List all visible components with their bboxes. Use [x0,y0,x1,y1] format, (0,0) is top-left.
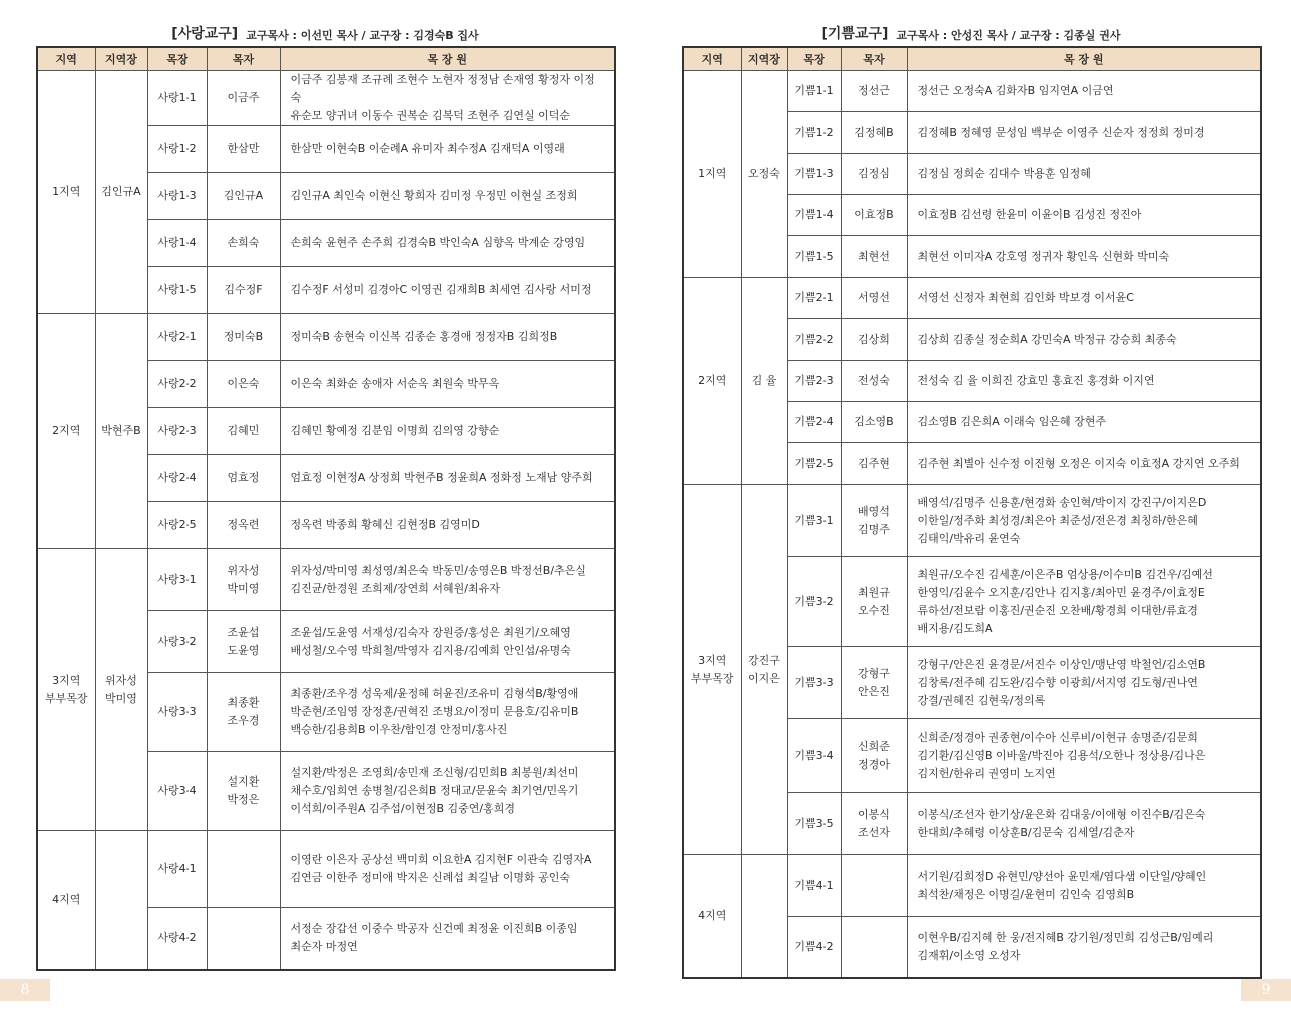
shepherd-cell: 정옥련 [207,502,280,549]
members-cell: 이금주 김봉재 조규례 조현수 노현자 정정남 손재영 황정자 이정숙 유순모 양귀녀 이동수 권복순 김복덕 조현주 김연실 이덕순 [280,71,615,126]
region-cell: 4지역 [37,831,95,970]
members-cell: 김주현 최별아 신수정 이진형 오정은 이지숙 이효정A 강지연 오주희 [907,443,1261,485]
region-leader-cell: 위자성 박미영 [95,549,147,831]
members-cell: 이영란 이은자 공상선 백미희 이요한A 김지현F 이관숙 김영자A 김연금 이한주 정미애 박지은 신례섭 최길남 이명화 공인숙 [280,831,615,908]
header-region-leader: 지역장 [95,47,147,71]
members-cell: 전성숙 김 율 이희진 강효민 홍효진 홍경화 이지연 [907,361,1261,402]
members-cell: 최종환/조우경 성욱제/윤정혜 허윤진/조유미 김형석B/황영애 박준현/조임영 장정훈/권혁진 조병요/이정미 문용호/김유미B 백승한/김용희B 이우찬/함인경 안정미/홍사진 [280,673,615,752]
members-cell: 김상희 김종실 정순희A 강민숙A 박정규 강승희 최종숙 [907,319,1261,361]
members-cell: 한삼만 이현숙B 이순례A 유미자 최수정A 김재덕A 이영래 [280,126,615,173]
shepherd-cell: 설지환 박정은 [207,752,280,831]
members-cell: 이봉식/조선자 한기상/윤은화 김대웅/이애형 이진수B/김은숙 한대희/추혜령 이상훈B/김문숙 김세열/김춘자 [907,793,1261,855]
shepherd-cell: 김정심 [841,154,907,195]
group-cell: 사랑3-2 [147,611,207,673]
header-shepherd: 목자 [207,47,280,71]
members-cell: 서영선 신정자 최현희 김인화 박보경 이서윤C [907,278,1261,319]
members-cell: 김소영B 김은희A 이래숙 임은혜 장현주 [907,402,1261,443]
group-cell: 기쁨2-3 [787,361,841,402]
region-cell: 3지역 부부목장 [683,485,741,855]
group-cell: 사랑3-3 [147,673,207,752]
shepherd-cell: 최종환 조우경 [207,673,280,752]
region-leader-cell: 강진구 이지은 [741,485,787,855]
table-row [683,485,1261,557]
group-cell: 사랑2-1 [147,314,207,361]
members-cell: 설지환/박정은 조영희/송민재 조신형/김민희B 최봉원/최선미 채수호/임희연 송병철/김은희B 정대교/문윤숙 최기연/민옥기 이석희/이주원A 김주섭/이현정B 김중연/홍희경 [280,752,615,831]
members-cell: 정옥련 박종희 황혜신 김현정B 김영미D [280,502,615,549]
group-cell: 사랑3-1 [147,549,207,611]
shepherd-cell: 이금주 [207,71,280,126]
members-cell: 최원규/오수진 김세훈/이은주B 엄상용/이수미B 김건우/김예선 한영익/김윤수 오지훈/김안나 김지홍/최아민 윤경주/이효정E 류하선/전보람 이홍진/권순진 오찬배/황경희 이대한/류효경 배지용/김도희A [907,557,1261,647]
region-cell: 3지역 부부목장 [37,549,95,831]
table-row [683,855,1261,917]
right-roster-table [682,46,1262,979]
shepherd-cell: 김혜민 [207,408,280,455]
shepherd-cell: 최현선 [841,236,907,278]
parish-name: [사랑교구] [171,26,239,42]
shepherd-cell: 배영석 김명주 [841,485,907,557]
shepherd-cell: 김소영B [841,402,907,443]
header-shepherd: 목자 [841,47,907,71]
left-page [36,0,614,971]
shepherd-cell: 위자성 박미영 [207,549,280,611]
group-cell: 기쁨1-3 [787,154,841,195]
members-cell: 배영석/김명주 신용훈/현경화 송인혁/박이지 강진구/이지은D 이한일/정주화 최성경/최은아 최준성/전은경 최칭하/한은혜 김태익/박유리 윤연숙 [907,485,1261,557]
group-cell: 사랑2-4 [147,455,207,502]
group-cell: 기쁨3-2 [787,557,841,647]
table-row [37,831,615,908]
members-cell: 위자성/박미영 최성영/최은숙 박동민/송영은B 박정선B/추은실 김진균/한경원 조희제/장연희 서혜원/최유자 [280,549,615,611]
members-cell: 서기원/김희정D 유현민/양선아 윤민재/염다샘 이단일/양혜인 최석찬/채정은 이명길/윤현미 김인숙 김영희B [907,855,1261,917]
group-cell: 기쁨4-1 [787,855,841,917]
shepherd-cell: 서영선 [841,278,907,319]
table-row [37,549,615,611]
members-cell: 정미숙B 송현숙 이신복 김종순 홍경애 정정자B 김희정B [280,314,615,361]
shepherd-cell: 전성숙 [841,361,907,402]
group-cell: 기쁨3-1 [787,485,841,557]
header-region: 지역 [37,47,95,71]
group-cell: 사랑4-2 [147,908,207,970]
group-cell: 사랑1-3 [147,173,207,220]
shepherd-cell: 김인규A [207,173,280,220]
shepherd-cell: 신희준 정경아 [841,719,907,793]
members-cell: 손희숙 윤현주 손주희 김경숙B 박인숙A 심향옥 박계순 강영임 [280,220,615,267]
group-cell: 기쁨1-4 [787,195,841,236]
group-cell: 사랑4-1 [147,831,207,908]
members-cell: 김수정F 서성미 김경아C 이영권 김재희B 최세연 김사랑 서미정 [280,267,615,314]
table-row [683,71,1261,112]
group-cell: 사랑1-5 [147,267,207,314]
header-group: 목장 [787,47,841,71]
group-cell: 사랑1-4 [147,220,207,267]
header-region: 지역 [683,47,741,71]
group-cell: 사랑3-4 [147,752,207,831]
table-row [37,71,615,126]
members-cell: 김혜민 황예정 김분임 이명희 김의영 강향순 [280,408,615,455]
shepherd-cell: 정선근 [841,71,907,112]
page-number-left: 8 [0,979,50,1001]
shepherd-cell [207,831,280,908]
header-members: 목 장 원 [907,47,1261,71]
shepherd-cell: 김주현 [841,443,907,485]
page-number-right: 9 [1241,979,1291,1001]
group-cell: 기쁨3-4 [787,719,841,793]
shepherd-cell: 김수정F [207,267,280,314]
table-header-row [37,47,615,71]
region-cell: 2지역 [683,278,741,485]
region-leader-cell: 오정숙 [741,71,787,278]
group-cell: 기쁨2-2 [787,319,841,361]
members-cell: 김인규A 최인숙 이현신 황희자 김미정 우정민 이현실 조정희 [280,173,615,220]
region-leader-cell [741,855,787,978]
group-cell: 기쁨2-5 [787,443,841,485]
group-cell: 기쁨1-2 [787,112,841,154]
right-page-title [682,0,1260,46]
table-row [37,314,615,361]
shepherd-cell: 최원규 오수진 [841,557,907,647]
members-cell: 신희준/정경아 권종현/이수아 신루비/이현규 송명준/김문희 김기환/김신영B 이바울/박진아 김용석/오한나 정상용/김나은 김지헌/한유리 권영미 노지연 [907,719,1261,793]
members-cell: 강형구/안은진 윤경문/서진수 이상인/맹난영 박철언/김소연B 김창록/전주혜 김도완/김수향 이광희/서지영 김도형/권나연 강결/권혜진 김현욱/정의록 [907,647,1261,719]
members-cell: 엄효정 이현정A 상정희 박현주B 정윤희A 정화정 노재남 양주희 [280,455,615,502]
header-region-leader: 지역장 [741,47,787,71]
shepherd-cell: 이효정B [841,195,907,236]
group-cell: 사랑1-1 [147,71,207,126]
header-group: 목장 [147,47,207,71]
group-cell: 기쁨2-1 [787,278,841,319]
group-cell: 기쁨3-5 [787,793,841,855]
parish-name: [기쁨교구] [821,26,889,42]
members-cell: 정선근 오정숙A 김화자B 임지연A 이금연 [907,71,1261,112]
region-cell: 1지역 [37,71,95,314]
members-cell: 이효정B 김선령 한윤미 이윤이B 김성진 정진아 [907,195,1261,236]
region-leader-cell: 김인규A [95,71,147,314]
members-cell: 김정심 정희순 김대수 박용훈 임정혜 [907,154,1261,195]
left-page-title [36,0,614,46]
group-cell: 기쁨3-3 [787,647,841,719]
region-leader-cell [95,831,147,970]
table-row [683,278,1261,319]
shepherd-cell: 김상희 [841,319,907,361]
left-roster-table [36,46,616,971]
members-cell: 이현우B/김지혜 한 웅/전지혜B 강기원/정민희 김성근B/임예리 김재휘/이소영 오성자 [907,917,1261,978]
region-leader-cell: 김 율 [741,278,787,485]
shepherd-cell: 한삼만 [207,126,280,173]
members-cell: 김정혜B 정혜영 문성임 백부순 이영주 신순자 정정희 정미경 [907,112,1261,154]
group-cell: 기쁨2-4 [787,402,841,443]
group-cell: 사랑1-2 [147,126,207,173]
region-cell: 2지역 [37,314,95,549]
region-leader-cell: 박현주B [95,314,147,549]
shepherd-cell: 조윤섭 도윤영 [207,611,280,673]
region-cell: 1지역 [683,71,741,278]
group-cell: 기쁨1-5 [787,236,841,278]
shepherd-cell: 이봉식 조선자 [841,793,907,855]
table-header-row [683,47,1261,71]
region-cell: 4지역 [683,855,741,978]
shepherd-cell: 엄효정 [207,455,280,502]
members-cell: 이은숙 최화순 송애자 서순옥 최원숙 박무옥 [280,361,615,408]
group-cell: 사랑2-5 [147,502,207,549]
members-cell: 서정순 장갑선 이중수 박공자 신건예 최정윤 이진희B 이종임 최순자 마정연 [280,908,615,970]
shepherd-cell: 정미숙B [207,314,280,361]
members-cell: 조윤섭/도윤영 서재성/김숙자 장원증/홍성은 최원기/오혜영 배성철/오수영 박희철/박영자 김지용/김예희 안인섭/유명숙 [280,611,615,673]
shepherd-cell: 이은숙 [207,361,280,408]
group-cell: 기쁨4-2 [787,917,841,978]
shepherd-cell [841,855,907,917]
shepherd-cell [207,908,280,970]
header-members: 목 장 원 [280,47,615,71]
shepherd-cell [841,917,907,978]
members-cell: 최현선 이미자A 강호영 정귀자 황인옥 신현화 박미숙 [907,236,1261,278]
group-cell: 사랑2-2 [147,361,207,408]
parish-info: 교구목사 : 안성진 목사 / 교구장 : 김종실 권사 [896,29,1121,42]
shepherd-cell: 강형구 안은진 [841,647,907,719]
shepherd-cell: 김정혜B [841,112,907,154]
parish-info: 교구목사 : 이선민 목사 / 교구장 : 김경숙B 집사 [246,29,479,42]
right-page [682,0,1260,979]
shepherd-cell: 손희숙 [207,220,280,267]
group-cell: 기쁨1-1 [787,71,841,112]
group-cell: 사랑2-3 [147,408,207,455]
